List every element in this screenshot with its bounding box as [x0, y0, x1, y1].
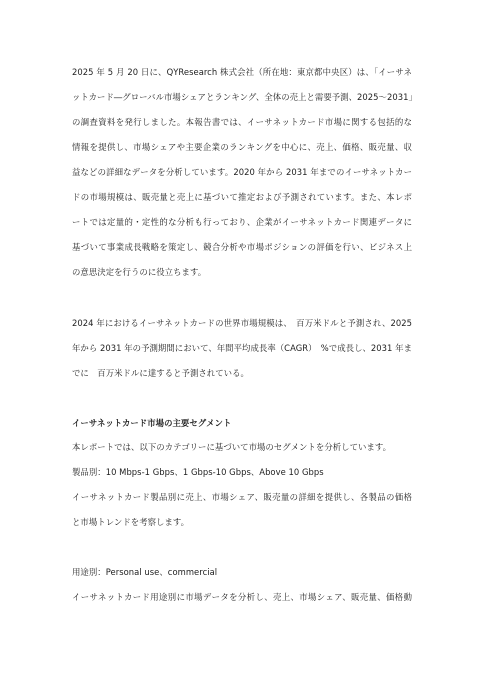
product-segment-label: 製品別：10 Mbps-1 Gbps、1 Gbps-10 Gbps、Above 10 Gbps — [72, 467, 324, 477]
paragraph-1-line: ドの市場規模は、販売量と売上に基づいて推定および予測されています。また、本レポ — [72, 192, 412, 202]
paragraph-2-line: 2024 年におけるイーサネットカードの世界市場規模は、 百万米ドルと予測され、2025 — [72, 318, 412, 328]
paragraph-1-line: ットカード―グローバル市場シェアとランキング、全体の売上と需要予測、2025～2031」 — [72, 92, 417, 102]
product-segment-description: イーサネットカード製品別に売上、市場シェア、販売量の詳細を提供し、各製品の価格 — [72, 492, 412, 502]
paragraph-1-line: 基づいて事業成長戦略を策定し、競合分析や市場ポジションの評価を行い、ビジネス上 — [72, 242, 412, 252]
paragraph-1-line: の調査資料を発行しました。本報告書では、イーサネットカード市場に関する包括的な — [72, 117, 412, 127]
application-segment-description: イーサネットカード用途別に市場データを分析し、売上、市場シェア、販売量、価格動 — [72, 592, 412, 602]
paragraph-2-line: でに 百万米ドルに達すると予測されている。 — [72, 368, 249, 378]
paragraph-1-line: ートでは定量的・定性的な分析も行っており、企業がイーサネットカード関連データに — [72, 217, 412, 227]
paragraph-2-line: 年から 2031 年の予測期間において、年間平均成長率（CAGR） %で成長し、2031 年ま — [72, 343, 412, 353]
application-segment-label: 用途別：Personal use、commercial — [72, 567, 218, 577]
section-heading: イーサネットカード市場の主要セグメント — [72, 418, 232, 428]
section-intro: 本レポートでは、以下のカテゴリーに基づいて市場のセグメントを分析しています。 — [72, 442, 392, 452]
paragraph-1-line: 益などの詳細なデータを分析しています。2020 年から 2031 年までのイーサネットカー — [72, 167, 412, 177]
paragraph-1-line: の意思決定を行うのに役立ちます。 — [72, 267, 207, 277]
product-segment-description: と市場トレンドを考察します。 — [72, 517, 190, 527]
paragraph-1-line: 2025 年 5 月 20 日に、QYResearch 株式会社（所在地：東京都中央区）は、「イーサネ — [72, 67, 412, 77]
paragraph-1-line: 情報を提供し、市場シェアや主要企業のランキングを中心に、売上、価格、販売量、収 — [72, 142, 412, 152]
